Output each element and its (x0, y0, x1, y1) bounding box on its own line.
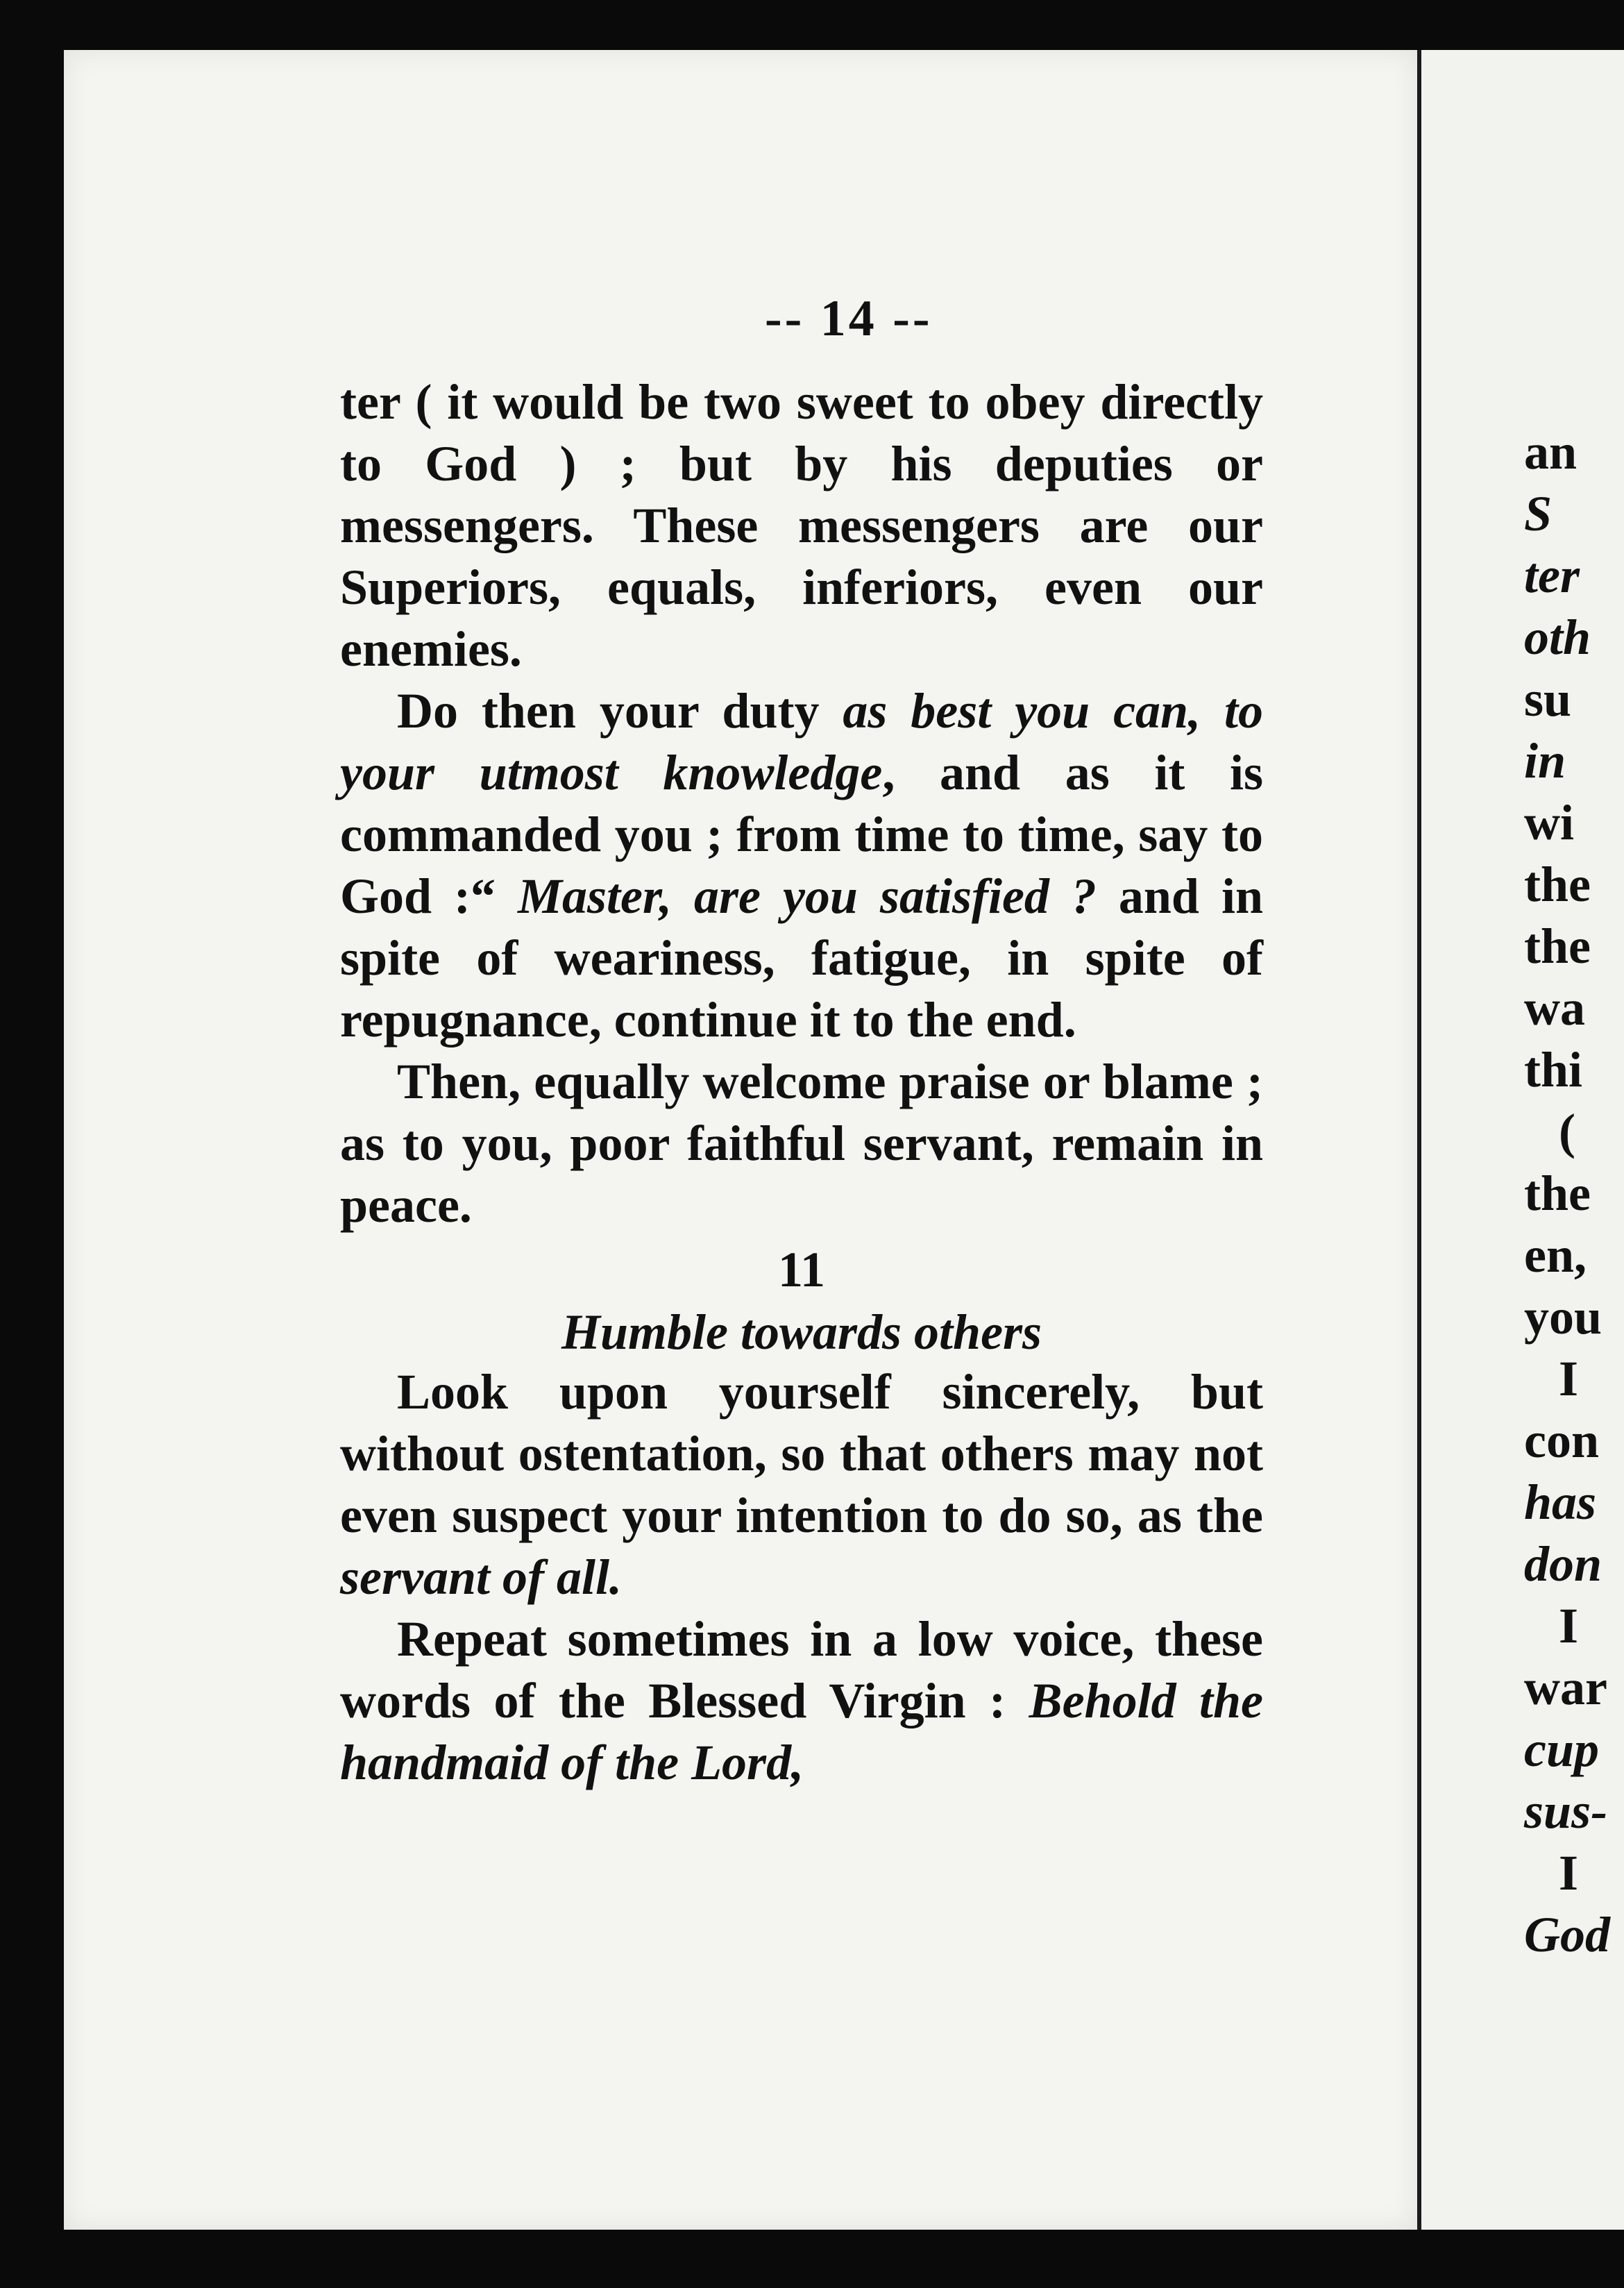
paragraph-p4 (340, 1361, 1263, 1608)
italic-text: as best you can, to your utmost knowledge (340, 683, 1263, 800)
right-page-line: I (1559, 1845, 1579, 1901)
page-number: -- 14 -- (765, 290, 933, 347)
right-page-line: en, (1524, 1227, 1587, 1283)
right-page-line: wi (1524, 795, 1574, 850)
section-number: 11 (777, 1242, 826, 1297)
right-page-line: the (1524, 1166, 1591, 1221)
text-run: ter ( it would be two sweet to obey directly to God ) ; but by his deputies or messengers. These messengers are our Superiors, equals, inferiors, even our enemies. (340, 374, 1263, 677)
paragraph-p1 (340, 371, 1263, 680)
right-page-line: in (1524, 733, 1566, 789)
main-text-block (340, 371, 1263, 1794)
right-page-line: the (1524, 918, 1591, 974)
right-page-line: God (1524, 1907, 1610, 1962)
text-run: , and as it is commanded you ; from time to time, say to God :“ (340, 745, 1264, 924)
right-page-line: ter (1524, 548, 1580, 603)
right-page-line: sus- (1524, 1783, 1608, 1839)
right-page-line: an (1524, 424, 1578, 480)
right-page-line: I (1559, 1351, 1579, 1406)
right-page-line: you (1524, 1289, 1602, 1345)
right-page-line: ( (1559, 1104, 1575, 1159)
right-page-line: oth (1524, 609, 1591, 665)
right-page-line: cup (1524, 1722, 1599, 1777)
right-page-line: has (1524, 1474, 1597, 1530)
right-page-text (1524, 421, 1610, 1966)
right-page-line: I (1559, 1598, 1579, 1654)
right-page-line: S (1524, 486, 1553, 541)
paragraphs-after-section (340, 1361, 1263, 1794)
right-page-line: war (1524, 1660, 1607, 1715)
paragraph-p5 (340, 1608, 1263, 1794)
right-page-line: thi (1524, 1042, 1583, 1097)
right-page-line: don (1524, 1536, 1602, 1592)
italic-text: Master, are you satisfied ? (517, 868, 1097, 924)
text-run: Then, equally welcome praise or blame ; as to you, poor faithful servant, remain in peace. (340, 1054, 1263, 1233)
right-page-line: con (1524, 1413, 1599, 1468)
paragraph-p2 (340, 680, 1263, 1051)
text-run: Look upon yourself sincerely, but without ostentation, so that others may not even suspect your intention to do so, as the (340, 1364, 1263, 1543)
paragraph-p3 (340, 1051, 1263, 1236)
italic-text: servant of all. (340, 1549, 622, 1605)
text-run: Do then your duty (397, 683, 843, 739)
right-page-fragment (1421, 50, 1624, 2230)
section-title: Humble towards others (561, 1304, 1042, 1360)
right-page-line: wa (1524, 980, 1585, 1036)
right-page-line: su (1524, 671, 1572, 727)
italic-text: Behold the handmaid of the Lord, (340, 1673, 1264, 1790)
text-run: Repeat sometimes in a low voice, these words of the Blessed Virgin : (340, 1611, 1263, 1728)
text-run: and in spite of weariness, fatigue, in spite of repugnance, continue it to the end. (340, 868, 1263, 1048)
right-page-line: the (1524, 857, 1591, 912)
paragraphs-before-section (340, 371, 1263, 1236)
